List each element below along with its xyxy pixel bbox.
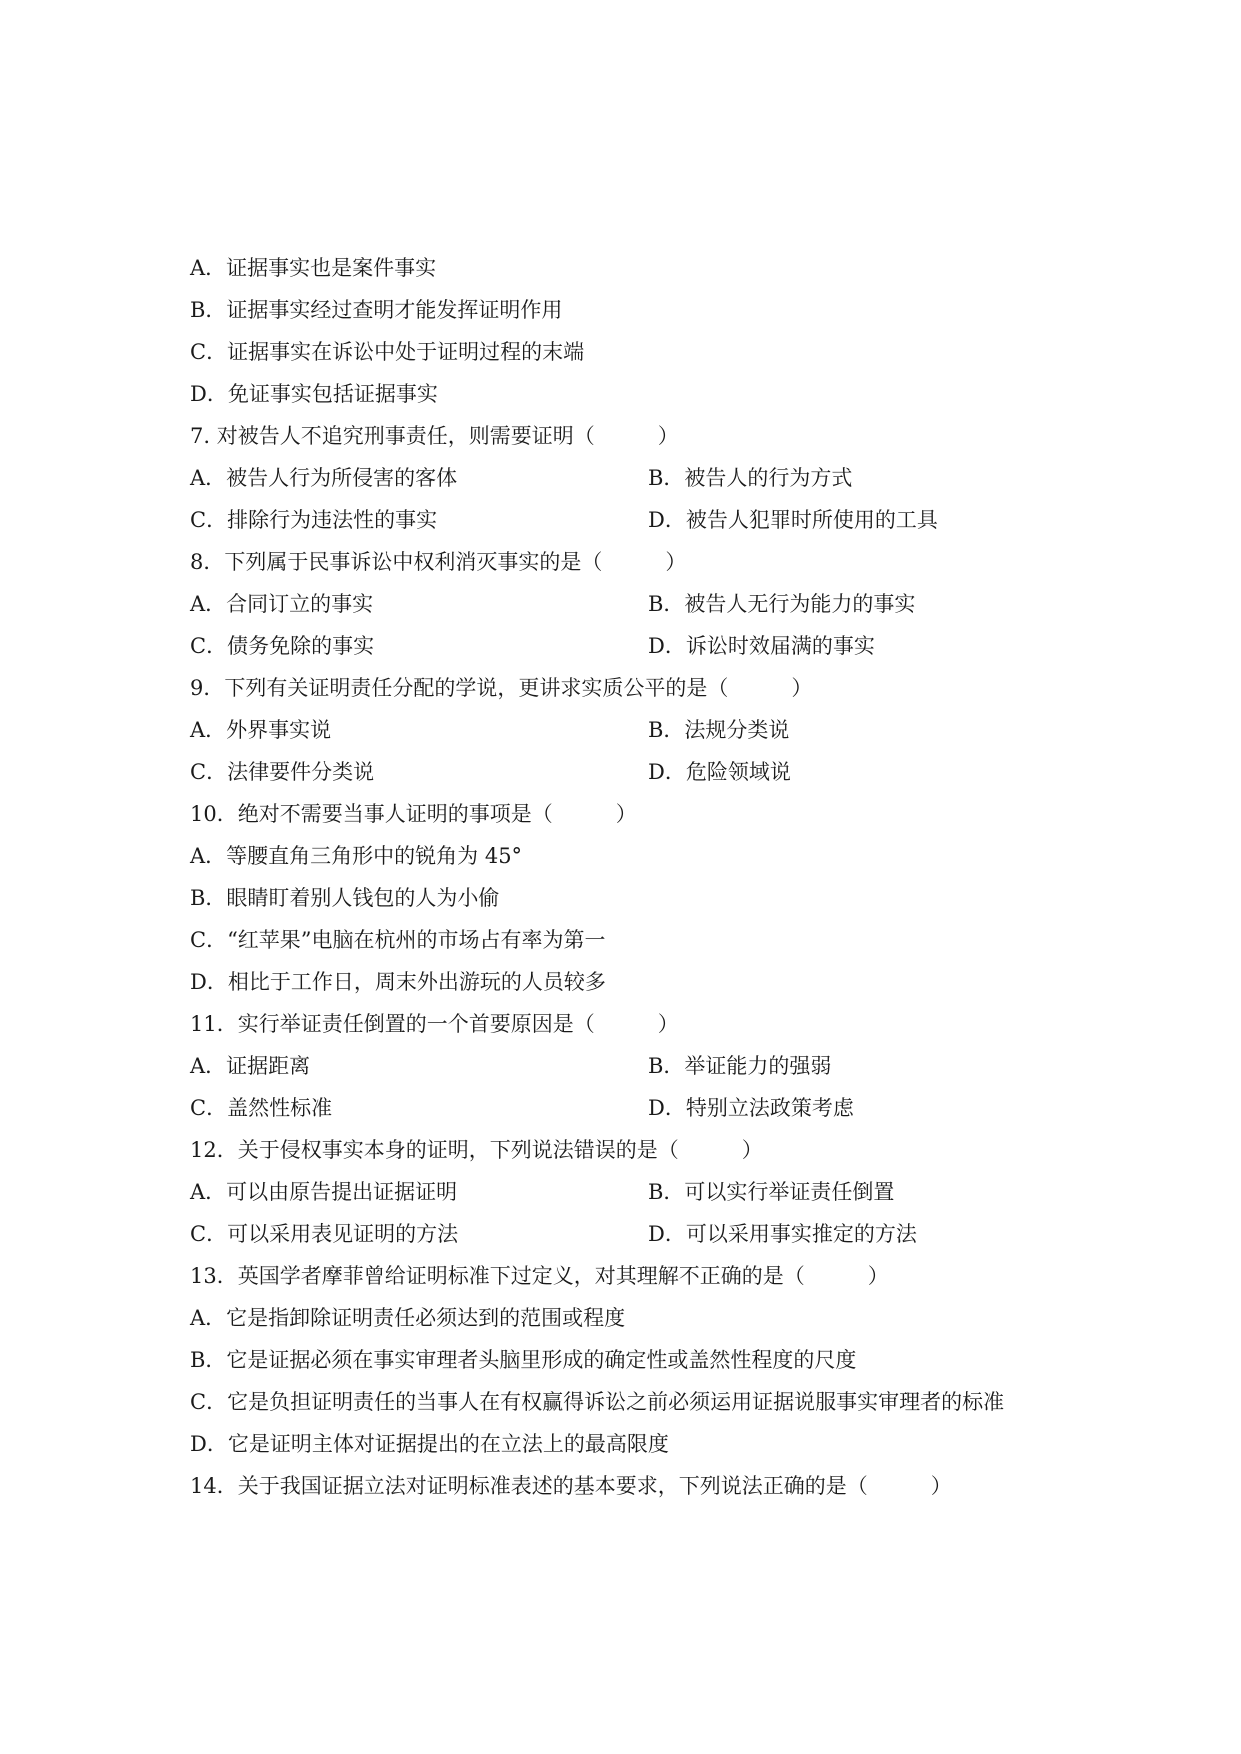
option-b: B．法规分类说: [648, 718, 790, 742]
option-c: C．可以采用表见证明的方法: [190, 1222, 459, 1246]
option-d: D．危险领域说: [648, 760, 791, 784]
option-line: [190, 919, 1070, 961]
option-line: [190, 1381, 1070, 1423]
option-c: C．盖然性标准: [190, 1096, 333, 1120]
option-row: [190, 583, 1070, 625]
option-line: [190, 247, 1070, 289]
question-text: 12．关于侵权事实本身的证明，下列说法错误的是（ ）: [190, 1138, 763, 1162]
question-13: [190, 1255, 1070, 1297]
question-7: [190, 415, 1070, 457]
option-line: [190, 331, 1070, 373]
option-a: A．外界事实说: [190, 718, 332, 742]
question-12: [190, 1129, 1070, 1171]
option-line: [190, 1297, 1070, 1339]
option-row: [190, 1171, 1070, 1213]
option-text: D．免证事实包括证据事实: [190, 382, 438, 406]
option-row: [190, 457, 1070, 499]
option-row: [190, 1213, 1070, 1255]
option-d: D．被告人犯罪时所使用的工具: [648, 508, 938, 532]
option-d: D．诉讼时效届满的事实: [648, 634, 875, 658]
option-text: B．证据事实经过查明才能发挥证明作用: [190, 298, 563, 322]
option-text: C．“红苹果”电脑在杭州的市场占有率为第一: [190, 928, 606, 952]
question-text: 14．关于我国证据立法对证明标准表述的基本要求，下列说法正确的是（ ）: [190, 1474, 952, 1498]
option-row: [190, 1045, 1070, 1087]
option-row: [190, 625, 1070, 667]
option-text: C．证据事实在诉讼中处于证明过程的末端: [190, 340, 585, 364]
option-a: A．合同订立的事实: [190, 592, 374, 616]
option-c: C．法律要件分类说: [190, 760, 375, 784]
option-c: C．排除行为违法性的事实: [190, 508, 438, 532]
option-text: B．它是证据必须在事实审理者头脑里形成的确定性或盖然性程度的尺度: [190, 1348, 857, 1372]
question-10: [190, 793, 1070, 835]
option-c: C．债务免除的事实: [190, 634, 375, 658]
option-text: D．相比于工作日，周末外出游玩的人员较多: [190, 970, 606, 994]
question-9: [190, 667, 1070, 709]
question-text: 8．下列属于民事诉讼中权利消灭事实的是（ ）: [190, 550, 687, 574]
question-text: 10．绝对不需要当事人证明的事项是（ ）: [190, 802, 637, 826]
option-b: B．举证能力的强弱: [648, 1054, 832, 1078]
question-text: 13．英国学者摩菲曾给证明标准下过定义，对其理解不正确的是（ ）: [190, 1264, 889, 1288]
option-d: D．可以采用事实推定的方法: [648, 1222, 917, 1246]
option-line: [190, 1423, 1070, 1465]
question-text: 7. 对被告人不追究刑事责任，则需要证明（ ）: [190, 424, 679, 448]
question-14: [190, 1465, 1070, 1507]
option-b: B．可以实行举证责任倒置: [648, 1180, 895, 1204]
option-line: [190, 877, 1070, 919]
option-d: D．特别立法政策考虑: [648, 1096, 854, 1120]
option-line: [190, 289, 1070, 331]
question-text: 9．下列有关证明责任分配的学说，更讲求实质公平的是（ ）: [190, 676, 813, 700]
option-line: [190, 835, 1070, 877]
option-text: B．眼睛盯着别人钱包的人为小偷: [190, 886, 500, 910]
question-list: [190, 247, 1070, 1507]
option-row: [190, 751, 1070, 793]
question-8: [190, 541, 1070, 583]
option-row: [190, 709, 1070, 751]
option-text: D．它是证明主体对证据提出的在立法上的最高限度: [190, 1432, 669, 1456]
option-text: C．它是负担证明责任的当事人在有权赢得诉讼之前必须运用证据说服事实审理者的标准: [190, 1390, 1005, 1414]
option-a: A．证据距离: [190, 1054, 311, 1078]
option-line: [190, 1339, 1070, 1381]
option-a: A．被告人行为所侵害的客体: [190, 466, 458, 490]
option-line: [190, 961, 1070, 1003]
option-b: B．被告人无行为能力的事实: [648, 592, 916, 616]
option-line: [190, 373, 1070, 415]
question-11: [190, 1003, 1070, 1045]
option-text: A．证据事实也是案件事实: [190, 256, 437, 280]
question-text: 11．实行举证责任倒置的一个首要原因是（ ）: [190, 1012, 679, 1036]
option-text: A．等腰直角三角形中的锐角为 45°: [190, 844, 523, 868]
option-text: A．它是指卸除证明责任必须达到的范围或程度: [190, 1306, 626, 1330]
option-a: A．可以由原告提出证据证明: [190, 1180, 458, 1204]
option-row: [190, 1087, 1070, 1129]
option-row: [190, 499, 1070, 541]
option-b: B．被告人的行为方式: [648, 466, 853, 490]
